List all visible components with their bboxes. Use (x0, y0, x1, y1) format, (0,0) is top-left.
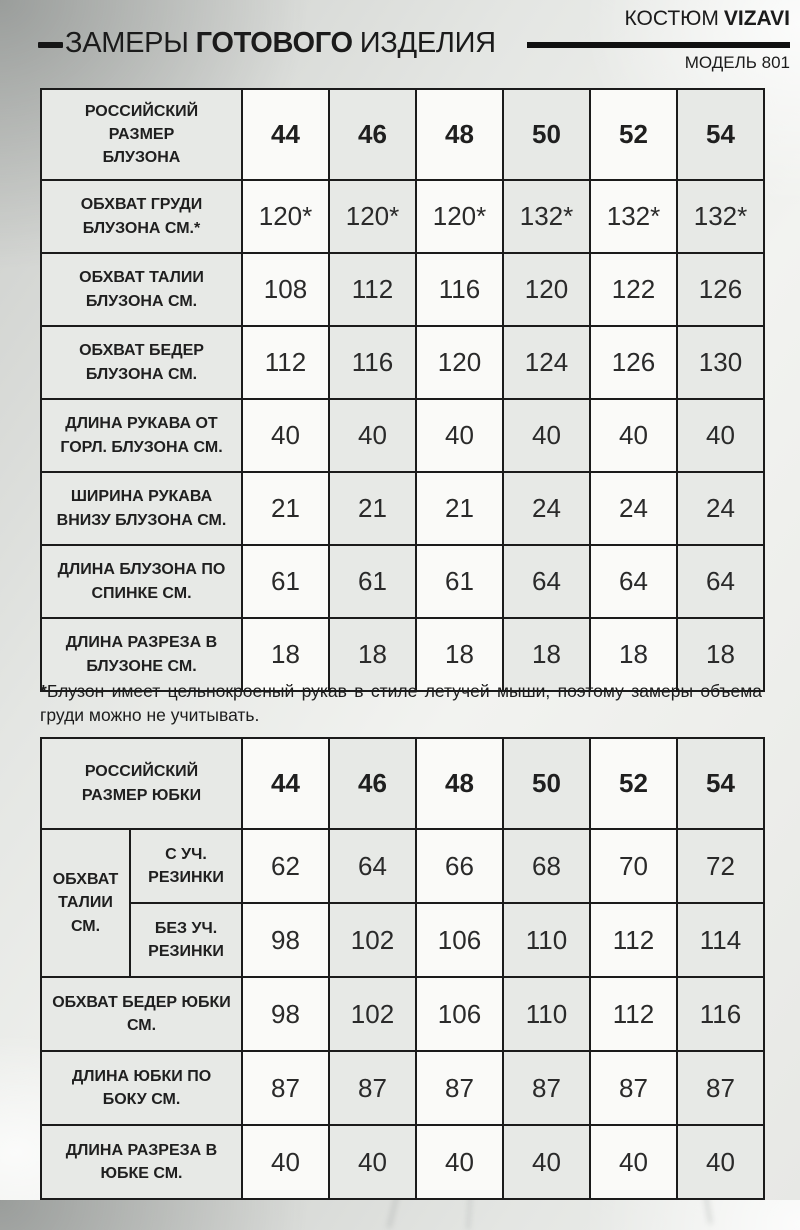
value-cell: 112 (590, 903, 677, 977)
value-cell: 24 (503, 472, 590, 545)
value-cell: 18 (242, 618, 329, 691)
size-cell: 50 (503, 738, 590, 829)
value-cell: 110 (503, 977, 590, 1051)
value-cell: 21 (329, 472, 416, 545)
value-cell: 18 (677, 618, 764, 691)
skirt-size-table (40, 737, 765, 1200)
table-row (41, 1051, 764, 1125)
value-cell: 132* (503, 180, 590, 253)
value-cell: 40 (242, 1125, 329, 1199)
value-cell: 87 (329, 1051, 416, 1125)
size-cell: 44 (242, 738, 329, 829)
table-row (41, 977, 764, 1051)
size-cell: 46 (329, 89, 416, 180)
table-row (41, 326, 764, 399)
model-label: МОДЕЛЬ 801 (684, 53, 790, 72)
value-cell: 66 (416, 829, 503, 903)
header-divider-rule (527, 42, 790, 48)
value-cell: 64 (590, 545, 677, 618)
value-cell: 64 (503, 545, 590, 618)
size-cell: 48 (416, 738, 503, 829)
value-cell: 24 (590, 472, 677, 545)
table-row (41, 253, 764, 326)
value-cell: 87 (416, 1051, 503, 1125)
value-cell: 40 (503, 399, 590, 472)
size-cell: 48 (416, 89, 503, 180)
value-cell: 18 (590, 618, 677, 691)
value-cell: 68 (503, 829, 590, 903)
value-cell: 116 (677, 977, 764, 1051)
value-cell: 64 (329, 829, 416, 903)
value-cell: 106 (416, 977, 503, 1051)
value-cell: 116 (329, 326, 416, 399)
value-cell: 126 (677, 253, 764, 326)
row-label-cell: ДЛИНА РУКАВА ОТ ГОРЛ. БЛУЗОНА СМ. (41, 399, 242, 472)
value-cell: 122 (590, 253, 677, 326)
value-cell: 87 (503, 1051, 590, 1125)
table-row (41, 1125, 764, 1199)
size-cell: 54 (677, 738, 764, 829)
value-cell: 18 (329, 618, 416, 691)
row-label-cell: ДЛИНА ЮБКИ ПО БОКУ СМ. (41, 1051, 242, 1125)
row-label-cell: ОБХВАТ ТАЛИИ БЛУЗОНА СМ. (41, 253, 242, 326)
value-cell: 102 (329, 977, 416, 1051)
row-label-cell: ОБХВАТ ГРУДИ БЛУЗОНА СМ.* (41, 180, 242, 253)
value-cell: 64 (677, 545, 764, 618)
page-header (0, 0, 800, 88)
brand-name (625, 7, 790, 31)
footnote (40, 680, 762, 727)
value-cell: 120* (329, 180, 416, 253)
value-cell: 70 (590, 829, 677, 903)
value-cell: 124 (503, 326, 590, 399)
value-cell: 106 (416, 903, 503, 977)
blouson-size-table (40, 88, 765, 692)
value-cell: 114 (677, 903, 764, 977)
row-label-cell: ОБХВАТ БЕДЕР ЮБКИ СМ. (41, 977, 242, 1051)
row-label-cell: ДЛИНА РАЗРЕЗА В БЛУЗОНЕ СМ. (41, 618, 242, 691)
size-cell: 44 (242, 89, 329, 180)
value-cell: 132* (590, 180, 677, 253)
row-label-cell: ДЛИНА БЛУЗОНА ПО СПИНКЕ СМ. (41, 545, 242, 618)
value-cell: 40 (329, 1125, 416, 1199)
value-cell: 102 (329, 903, 416, 977)
value-cell: 61 (242, 545, 329, 618)
row-label-cell: ДЛИНА РАЗРЕЗА В ЮБКЕ СМ. (41, 1125, 242, 1199)
value-cell: 61 (329, 545, 416, 618)
value-cell: 40 (590, 399, 677, 472)
value-cell: 40 (416, 1125, 503, 1199)
value-cell: 61 (416, 545, 503, 618)
value-cell: 40 (329, 399, 416, 472)
table-row (41, 472, 764, 545)
value-cell: 110 (503, 903, 590, 977)
value-cell: 108 (242, 253, 329, 326)
value-cell: 87 (677, 1051, 764, 1125)
brand-prefix: КОСТЮМ (624, 7, 719, 30)
value-cell: 40 (590, 1125, 677, 1199)
row-label-cell: РОССИЙСКИЙ РАЗМЕР БЛУЗОНА (41, 89, 242, 180)
size-cell: 52 (590, 738, 677, 829)
value-cell: 72 (677, 829, 764, 903)
value-cell: 40 (677, 399, 764, 472)
value-cell: 112 (590, 977, 677, 1051)
value-cell: 132* (677, 180, 764, 253)
table-row (41, 545, 764, 618)
value-cell: 120 (416, 326, 503, 399)
value-cell: 120* (416, 180, 503, 253)
value-cell: 21 (416, 472, 503, 545)
value-cell: 21 (242, 472, 329, 545)
value-cell: 18 (416, 618, 503, 691)
value-cell: 98 (242, 977, 329, 1051)
page-title (65, 27, 496, 60)
size-cell: 52 (590, 89, 677, 180)
value-cell: 120 (503, 253, 590, 326)
value-cell: 120* (242, 180, 329, 253)
table-row (41, 180, 764, 253)
table-row (41, 399, 764, 472)
row-label-cell: ШИРИНА РУКАВА ВНИЗУ БЛУЗОНА СМ. (41, 472, 242, 545)
value-cell: 40 (242, 399, 329, 472)
value-cell: 40 (416, 399, 503, 472)
row-sublabel-cell: БЕЗ УЧ. РЕЗИНКИ (130, 903, 242, 977)
row-label-cell: РОССИЙСКИЙ РАЗМЕР ЮБКИ (41, 738, 242, 829)
value-cell: 40 (677, 1125, 764, 1199)
table-row (41, 89, 764, 180)
row-group-label-cell: ОБХВАТ ТАЛИИ СМ. (41, 829, 130, 977)
value-cell: 62 (242, 829, 329, 903)
brand-bold: VIZAVI (723, 7, 790, 30)
value-cell: 40 (503, 1125, 590, 1199)
footnote-asterisk: * (40, 681, 47, 701)
title-dash-rule (38, 42, 63, 48)
page-title-bold: ГОТОВОГО (195, 27, 353, 59)
size-cell: 46 (329, 738, 416, 829)
table-row (41, 829, 764, 903)
value-cell: 112 (329, 253, 416, 326)
value-cell: 126 (590, 326, 677, 399)
value-cell: 24 (677, 472, 764, 545)
value-cell: 18 (503, 618, 590, 691)
row-sublabel-cell: С УЧ. РЕЗИНКИ (130, 829, 242, 903)
row-label-cell: ОБХВАТ БЕДЕР БЛУЗОНА СМ. (41, 326, 242, 399)
size-cell: 54 (677, 89, 764, 180)
table-row (41, 903, 764, 977)
value-cell: 87 (590, 1051, 677, 1125)
value-cell: 130 (677, 326, 764, 399)
page-title-prefix: ЗАМЕРЫ (65, 27, 189, 59)
value-cell: 98 (242, 903, 329, 977)
value-cell: 112 (242, 326, 329, 399)
footnote-text: Блузон имеет цельнокроеный рукав в стиле летучей мыши, поэтому замеры объема груди можно не учитывать. (40, 681, 762, 725)
size-cell: 50 (503, 89, 590, 180)
value-cell: 116 (416, 253, 503, 326)
table-row (41, 738, 764, 829)
page-title-suffix: ИЗДЕЛИЯ (359, 27, 496, 59)
value-cell: 87 (242, 1051, 329, 1125)
